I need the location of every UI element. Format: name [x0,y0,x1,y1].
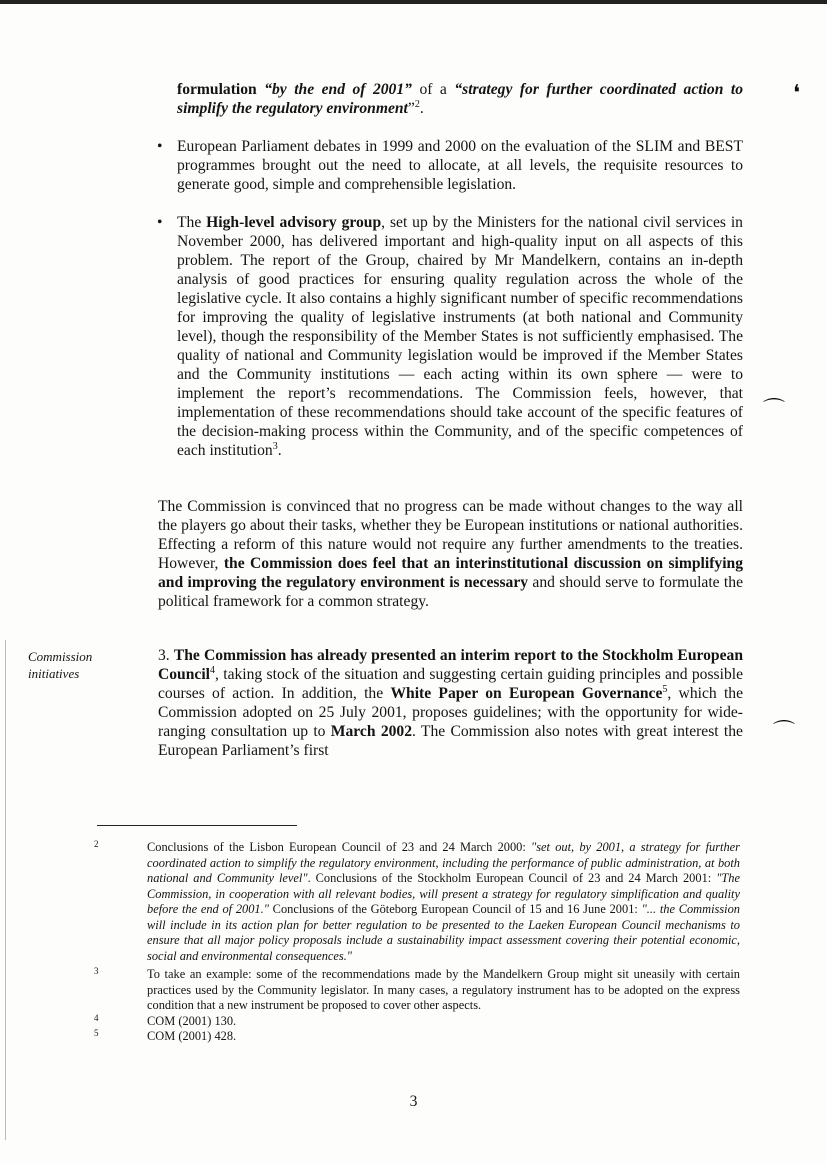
scan-artifact-mark: ❛ [793,80,801,105]
footnotes [92,840,740,1045]
footnote-number: 3 [94,966,99,976]
scan-artifact-mark: ⌒ [763,397,786,422]
top-scan-border [0,0,827,4]
bold-italic-text: “strategy for further coordinated action to simplify the regulatory environment [177,81,743,117]
bold-text: White Paper on European Governance [390,685,663,702]
paragraph: The Commission is convinced that no progress can be made without changes to the way all the players go about their tasks, whether they be European institutions or national authorities. Effecting a reform of this nature would not require any further amendments to the treaties. However, the Commission does feel that an interinstitutional discussion on simplifying and improving the regulatory environment is necessary and should serve to formulate the political framework for a common strategy. [158,498,743,610]
bold-text: The Commission has already presented an interim report to the Stockholm European Council [158,647,743,683]
left-scan-border [5,640,6,1140]
footnote-number: 2 [94,839,99,849]
footnote-separator [97,825,297,826]
page-number: 3 [409,1093,418,1110]
footnote-ref: 5 [662,683,668,695]
margin-note: Commission initiatives [28,649,93,681]
footnote-ref: 2 [414,98,420,110]
bold-text: formulation [177,81,265,98]
paragraph-continuation: formulation “by the end of 2001” of a “strategy for further coordinated action to simplify the regulatory environment”$^2$. [177,81,743,117]
footnote-ref: 3 [272,440,278,452]
footnote-ref: 4 [210,664,215,676]
bullet-item: • European Parliament debates in 1999 and 2000 on the evaluation of the SLIM and BEST programmes brought out the need to allocate, at all levels, the requisite resources to generate good, simple and comprehensible legislation. [157,138,743,193]
bold-text: High-level advisory group [206,214,382,231]
bullet-icon: • [157,214,163,231]
bold-text: the Commission does feel that an interinstitutional discussion on simplifying and improving the regulatory environment is necessary [158,555,743,591]
footnote: 4 COM (2001) 130. [94,1012,237,1028]
scan-artifact-mark: ⌒ [773,719,796,744]
bold-text: March 2002 [330,723,413,740]
footnote-number: 5 [94,1028,99,1038]
footnote: 3 To take an example: some of the recommendations made by the Mandelkern Group might sit uneasily with certain practices used by the Community legislator. In many cases, a regulatory instrument has to be adopted on the express condition that a new instrument be proposed to cover other aspects. [94,966,740,1012]
bullet-item: • The High-level advisory group, set up by the Ministers for the national civil services in November 2000, has delivered important and high-quality input on all aspects of this problem. The report of the Group, chaired by Mr Mandelkern, contains an in-depth analysis of good practices for ensuring quality regulation across the whole of the legislative cycle. It also contains a highly significant number of specific recommendations for improving the quality of legislative instruments (at both national and Community level), though the responsibility of the Member States is not sufficiently emphasised. The quality of national and Community legislation would be improved if the Member States and the Community institutions — each acting within its own sphere — were to implement the report’s recommendations. The Commission feels, however, that implementation of these recommendations should take account of the specific features of the decision-making process within the Community, and of the specific competences of each institution$^3$. [157,214,743,459]
footnote: 5 COM (2001) 428. [94,1028,237,1043]
numbered-paragraph: 3. The Commission has already presented an interim report to the Stockholm European Council$^4$, taking stock of the situation and suggesting certain guiding principles and possible courses of action. In addition, the White Paper on European Governance$^5$, which the Commission adopted on 25 July 2001, proposes guidelines; with the opportunity for wide-ranging consultation up to March 2002. The Commission also notes with great interest the European Parliament’s first [158,647,743,759]
footnote: 2 Conclusions of the Lisbon European Council of 23 and 24 March 2000: "set out, by 2001, a strategy for further coordinated action to simplify the regulatory environment, including the performance of public administration, at both national and Community level". Conclusions of the Stockholm European Council of 23 and 24 March 2001: "The Commission, in cooperation with all relevant bodies, will present a strategy for regulatory simplification and quality before the end of 2001." Conclusions of the Göteborg European Council of 15 and 16 June 2001: "... the Commission will include in its action plan for better regulation to be presented to the Laeken European Council mechanisms to ensure that all major policy proposals include a sustainability impact assessment covering their potential economic, social and environmental consequences." [94,839,740,963]
footnote-number: 4 [94,1012,99,1023]
bullet-icon: • [157,138,163,155]
bold-italic-text: “by the end of 2001” [264,81,412,98]
